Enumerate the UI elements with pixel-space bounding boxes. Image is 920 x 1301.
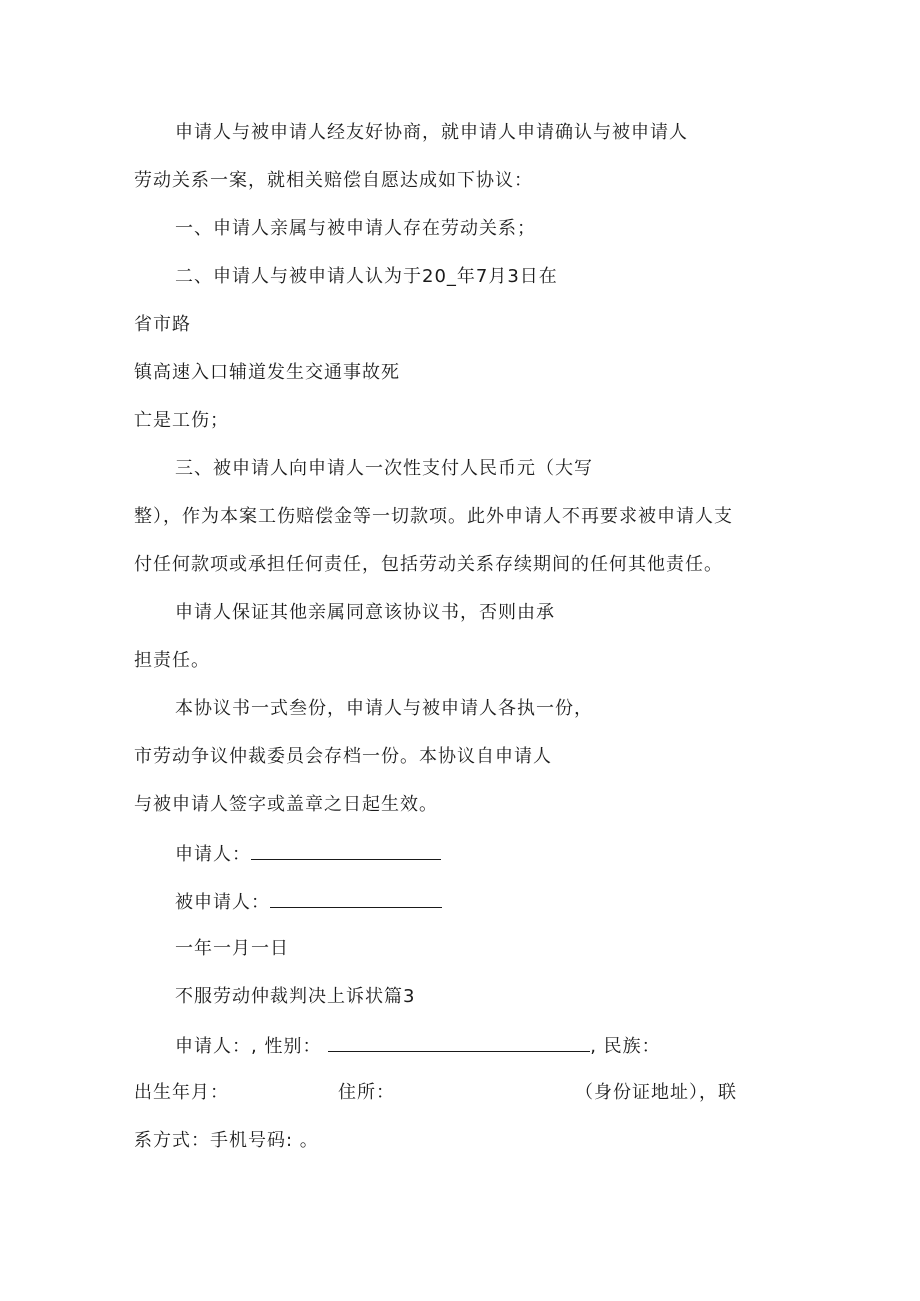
item3-line3: 付任何款项或承担任何责任，包括劳动关系存续期间的任何其他责任。 (134, 554, 723, 575)
copies-line3: 与被申请人签字或盖章之日起生效。 (134, 794, 438, 815)
form-id-address-label: （身份证地址），联 (575, 1082, 737, 1103)
guarantee-line1: 申请人保证其他亲属同意该协议书，否则由承 (175, 602, 555, 623)
form-birth-label: 出生年月： (134, 1082, 229, 1103)
form-applicant-prefix: 申请人：, 性别： (175, 1036, 322, 1057)
respondent-signature-blank (270, 889, 442, 908)
copies-line2: 市劳动争议仲裁委员会存档一份。本协议自申请人 (134, 746, 552, 767)
item2-line4: 亡是工伤； (134, 410, 229, 431)
copies-line1: 本协议书一式叁份，申请人与被申请人各执一份， (175, 698, 593, 719)
form-gender-blank (328, 1033, 590, 1052)
item2-line2: 省市路 (134, 314, 191, 335)
item3-line1: 三、被申请人向申请人一次性支付人民币元（大写 (175, 458, 593, 479)
applicant-signature (175, 841, 441, 867)
guarantee-line2: 担责任。 (134, 650, 210, 671)
item3-line2: 整），作为本案工伤赔偿金等一切款项。此外申请人不再要求被申请人支 (134, 506, 733, 527)
item1: 一、申请人亲属与被申请人存在劳动关系； (175, 218, 536, 239)
item2-line3: 镇高速入口辅道发生交通事故死 (134, 362, 400, 383)
applicant-signature-blank (251, 841, 441, 860)
section-title: 不服劳动仲裁判决上诉状篇3 (175, 986, 416, 1007)
form-residence-label: 住所： (338, 1082, 395, 1103)
paragraph1-line1: 申请人与被申请人经友好协商，就申请人申请确认与被申请人 (175, 122, 688, 143)
respondent-signature-label: 被申请人： (175, 892, 270, 913)
paragraph1-line2: 劳动关系一案，就相关赔偿自愿达成如下协议： (134, 170, 533, 191)
respondent-signature (175, 889, 442, 915)
form-applicant-line (175, 1033, 661, 1059)
form-contact-line: 系方式：手机号码: 。 (134, 1130, 319, 1151)
applicant-signature-label: 申请人： (175, 844, 251, 865)
item2-line1: 二、申请人与被申请人认为于20_年7月3日在 (175, 266, 558, 287)
form-ethnicity-label: , 民族： (590, 1036, 661, 1057)
date-line: 一年一月一日 (175, 938, 289, 959)
